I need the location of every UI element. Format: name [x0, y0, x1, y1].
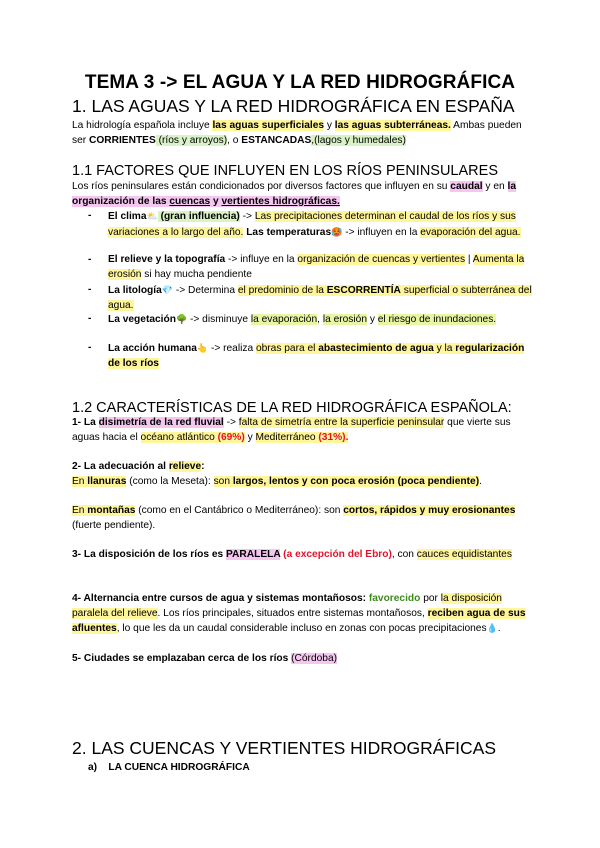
- text-run: La hidrología española incluye: [72, 120, 213, 131]
- list-item-clima: [88, 209, 532, 253]
- text-run: , lo que les da un caudal considerable incluso en zonas con pocas precipitaciones: [116, 623, 487, 635]
- text-run: -> influyen en la: [342, 226, 421, 238]
- list-item-vegetacion: [88, 312, 532, 342]
- highlight-predominio: el predominio de la: [237, 285, 327, 296]
- highlight-cordoba: (Córdoba): [291, 653, 338, 664]
- list-dash: -: [88, 342, 92, 353]
- highlight-vertientes: vertientes hidrográficas.: [221, 195, 340, 207]
- highlight-montanas: montañas: [87, 505, 136, 516]
- list-item-text: [108, 253, 532, 282]
- text-run: , con: [391, 549, 417, 560]
- highlight-mediterraneo: Mediterráneo: [255, 431, 316, 443]
- highlight-gran-influencia: (gran influencia): [157, 211, 240, 222]
- caracteristica-2-montanas: [72, 504, 532, 533]
- term-temperaturas: Las temperaturas: [246, 226, 332, 238]
- text-run: y muy: [416, 505, 452, 516]
- highlight-abastecimiento: abastecimiento de agua: [318, 343, 434, 354]
- list-item-accion-humana: [88, 341, 532, 371]
- highlight-disposicion-paralela: la disposición paralela del relieve: [72, 593, 502, 619]
- text-run: si hay mucha pendiente: [141, 268, 252, 280]
- caracteristica-5: [72, 652, 532, 667]
- text-run: En: [72, 476, 88, 487]
- text-run: (como la Meseta):: [126, 476, 214, 487]
- caracteristica-2-title: [72, 460, 532, 475]
- term-estancadas: ESTANCADAS: [241, 134, 312, 146]
- text-run: , o: [227, 134, 242, 146]
- highlight-obras: obras para el: [255, 343, 319, 354]
- highlight-paralela: PARALELA: [226, 549, 281, 560]
- text-run: 4- Alternancia entre cursos de agua y sistemas montañosos:: [72, 593, 369, 604]
- document-title: TEMA 3 -> EL AGUA Y LA RED HIDROGRÁFICA: [84, 72, 516, 93]
- term-corrientes: CORRIENTES: [88, 134, 156, 146]
- text-run: y: [210, 195, 222, 207]
- list-item-text: [108, 312, 532, 328]
- highlight-llanuras: llanuras: [87, 476, 127, 487]
- list-item-text: [108, 341, 532, 371]
- text-run: y en: [482, 181, 508, 192]
- section-1-heading: 1. LAS AGUAS Y LA RED HIDROGRÁFICA EN ESPAÑA: [72, 96, 515, 116]
- subsection-title: LA CUENCA HIDROGRÁFICA: [108, 762, 250, 773]
- caracteristica-1: [72, 416, 532, 445]
- highlight-poca-pendiente: (poca pendiente): [394, 476, 480, 487]
- term-accion-humana: La acción humana: [108, 343, 197, 354]
- list-dash: -: [88, 313, 92, 324]
- highlight-disimetria: disimetría de la red fluvial: [98, 417, 224, 428]
- text-run: -> influye en la: [225, 254, 298, 265]
- list-item-relieve: [88, 253, 532, 283]
- text-run: y: [367, 314, 378, 325]
- highlight-rios-arroyos: (ríos y arroyos): [155, 134, 228, 146]
- highlight-organizacion: la organización de las: [72, 181, 516, 207]
- highlight-cuencas: cuencas: [169, 195, 211, 207]
- list-dash: -: [88, 210, 92, 221]
- text-run: y: [244, 431, 256, 443]
- highlight-precipitaciones: Las precipitaciones determinan el caudal de los ríos y sus variaciones a lo largo del año.: [108, 211, 516, 238]
- highlight-falta-simetria: falta de simetría entre la superficie peninsular: [238, 417, 445, 428]
- text-run: .: [497, 623, 501, 635]
- text-run: 1- La: [72, 417, 99, 428]
- highlight-escorrentia: ESCORRENTÍA: [326, 285, 401, 296]
- highlight-aguas-superficiales: las aguas superficiales: [212, 120, 325, 131]
- caracteristica-4: [72, 592, 532, 637]
- highlight-reciben-agua: reciben agua de sus afluentes: [72, 607, 526, 635]
- text-run: ->: [223, 417, 239, 428]
- text-run: En: [72, 505, 88, 516]
- text-run: . Los ríos principales, situados entre sistemas montañosos,: [157, 607, 428, 619]
- pointing-hand-icon: 👆: [196, 343, 209, 353]
- caracteristica-2-llanuras: [72, 475, 532, 490]
- caracteristica-3: [72, 548, 532, 563]
- percent-mediterraneo: (31%).: [315, 431, 349, 443]
- text-run: 2- La adecuación al: [72, 461, 169, 472]
- sun-cloud-icon: ⛅: [146, 211, 158, 221]
- subsection-a: [88, 762, 250, 773]
- highlight-caudal: caudal: [450, 181, 483, 192]
- text-run: (como en el Cantábrico o Mediterráneo): son: [135, 505, 344, 516]
- highlight-erosion: la erosión: [322, 314, 367, 325]
- term-litologia: La litología: [108, 285, 162, 296]
- section-1-1-intro: [72, 180, 532, 209]
- text-run: (fuerte pendiente).: [72, 519, 156, 531]
- text-run: ,: [317, 314, 323, 325]
- list-dash: -: [88, 284, 92, 295]
- text-run: |: [465, 254, 473, 265]
- section-2-heading: 2. LAS CUENCAS Y VERTIENTES HIDROGRÁFICAS: [72, 738, 496, 758]
- list-item-litologia: [88, 283, 532, 313]
- highlight-lagos-humedales: ,(lagos y humedales): [311, 134, 406, 146]
- highlight-largos-lentos: largos, lentos: [232, 476, 300, 487]
- text-run: 3- La disposición de los ríos es: [72, 549, 226, 560]
- text-run: -> disminuye: [187, 314, 251, 325]
- section-1-paragraph: [72, 119, 532, 148]
- gem-icon: 💎: [161, 285, 173, 295]
- text-run: y: [324, 120, 335, 131]
- highlight-superficial: superficial o subterránea del agua.: [108, 285, 532, 311]
- section-1-2-heading: 1.2 CARACTERÍSTICAS DE LA RED HIDROGRÁFICA ESPAÑOLA:: [72, 400, 512, 416]
- highlight-oceano-atlantico: océano atlántico: [140, 431, 215, 443]
- list-dash: -: [88, 254, 92, 265]
- tree-icon: 🌳: [175, 314, 188, 324]
- text-run: .: [479, 476, 482, 487]
- highlight-poca-erosion: poca erosión: [331, 476, 395, 487]
- highlight-evaporacion: la evaporación: [250, 314, 318, 325]
- highlight-aumenta-erosion: Aumenta la erosión: [108, 254, 525, 280]
- hot-face-icon: 🥵: [331, 226, 343, 237]
- text-run: son: [213, 476, 233, 487]
- list-item-text: [108, 283, 532, 313]
- highlight-cortos-rapidos: cortos, rápidos: [343, 505, 417, 516]
- term-clima: El clima: [108, 211, 147, 222]
- subsection-label: a): [88, 762, 98, 773]
- text-run: Ambas pueden ser: [72, 120, 522, 146]
- percent-atlantico: (69%): [214, 431, 245, 443]
- term-vegetacion: La vegetación: [108, 314, 176, 325]
- text-run: que vierte sus aguas hacia el: [72, 417, 511, 443]
- term-relieve: El relieve y la topografía: [108, 254, 226, 265]
- water-drop-icon: 💧: [486, 623, 498, 634]
- text-run: -> Determina: [173, 285, 238, 296]
- text-run: y con: [299, 476, 332, 487]
- text-run: por: [420, 593, 441, 604]
- highlight-cauces-equidistantes: cauces equidistantes: [416, 549, 512, 560]
- text-run: Los ríos peninsulares están condicionados por diversos factores que influyen en su: [72, 181, 451, 192]
- highlight-regularizacion: regularización de los ríos: [108, 343, 525, 369]
- text-run: 5- Ciudades se emplazaban cerca de los ríos: [72, 653, 289, 664]
- text-run: -> realiza: [208, 343, 256, 354]
- highlight-erosionantes: erosionantes: [451, 505, 516, 516]
- highlight-relieve: relieve: [168, 461, 202, 472]
- highlight-organizacion-cuencas: organización de cuencas y vertientes: [297, 254, 466, 265]
- list-item-text: [108, 209, 532, 240]
- highlight-riesgo-inundaciones: el riesgo de inundaciones.: [377, 314, 497, 325]
- text-run: :: [201, 461, 205, 472]
- text-run: ->: [239, 211, 255, 222]
- highlight-evaporacion: evaporación del agua.: [420, 226, 521, 238]
- note-excepcion-ebro: (a excepción del Ebro): [280, 549, 392, 560]
- term-favorecido: favorecido: [368, 593, 421, 604]
- text-run: y la: [433, 343, 456, 354]
- highlight-aguas-subterraneas: las aguas subterráneas.: [334, 120, 451, 131]
- section-1-1-heading: 1.1 FACTORES QUE INFLUYEN EN LOS RÍOS PENINSULARES: [72, 163, 498, 179]
